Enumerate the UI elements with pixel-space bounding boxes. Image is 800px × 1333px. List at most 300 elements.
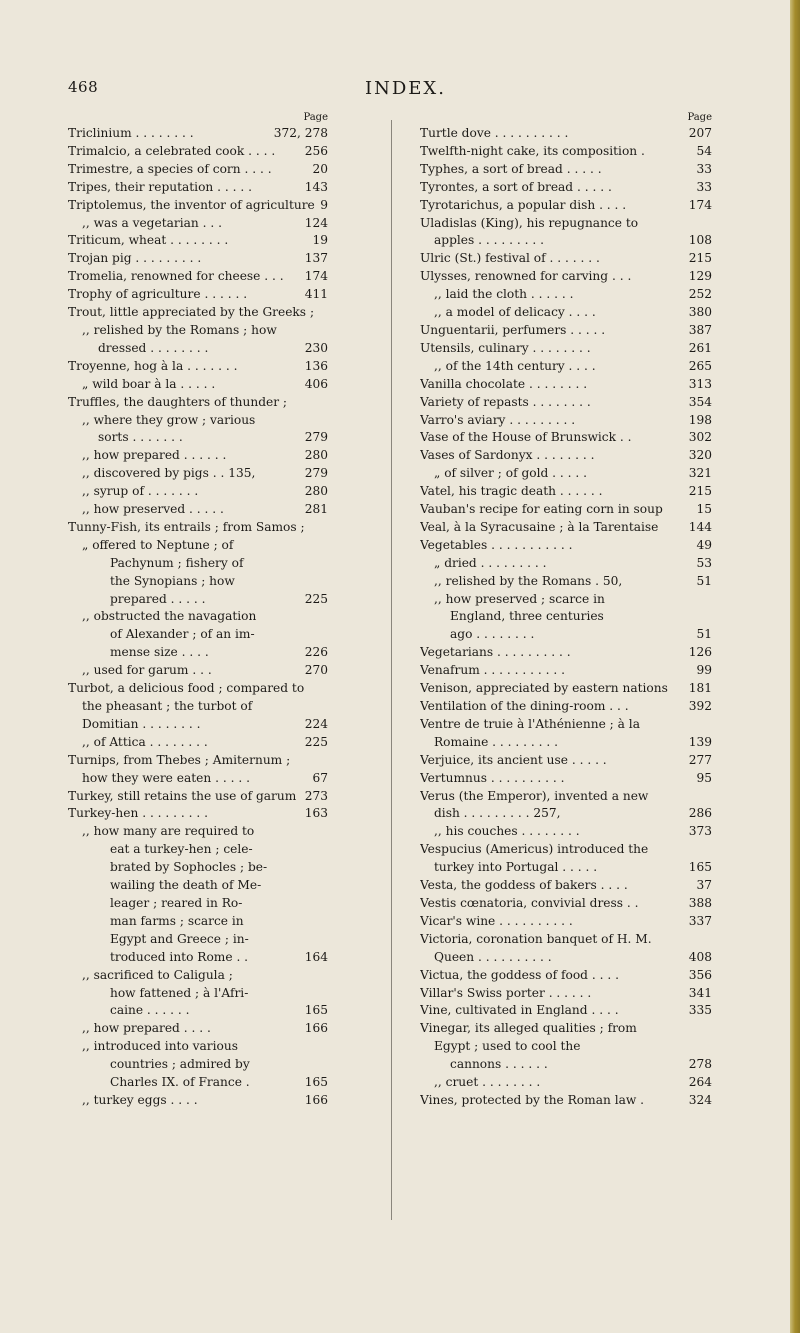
index-entry: [420, 1074, 712, 1092]
entry-text: Triticum, wheat . . . . . . . .: [68, 233, 229, 248]
entry-text: Turnips, from Thebes ; Amiternum ;: [68, 752, 291, 767]
entry-page-ref: 53: [696, 555, 712, 570]
entry-text: man farms ; scarce in: [110, 913, 244, 928]
index-entry: [68, 841, 328, 859]
index-entry: [68, 340, 328, 358]
entry-page-ref: 20: [312, 161, 328, 176]
entry-text: Charles IX. of France .: [110, 1075, 250, 1090]
index-entry: [420, 626, 712, 644]
entry-page-ref: 174: [688, 197, 712, 212]
page-number: 468: [68, 78, 99, 96]
entry-page-ref: 273: [304, 788, 328, 803]
entry-page-ref: [324, 412, 328, 430]
entry-page-ref: 270: [304, 663, 328, 678]
entry-text: ,, how prepared . . . . . .: [82, 448, 227, 463]
index-entry: [68, 931, 328, 949]
entry-text: Venafrum . . . . . . . . . . .: [420, 663, 565, 678]
entry-page-ref: 264: [688, 1075, 712, 1090]
index-column-left: [68, 107, 328, 1110]
index-entry: [420, 805, 712, 823]
entry-page-ref: 215: [688, 251, 712, 266]
entry-text: Vine, cultivated in England . . . .: [420, 1003, 619, 1018]
index-entry: [420, 179, 712, 197]
entry-page-ref: [324, 859, 328, 877]
index-entry: [420, 501, 712, 519]
entry-page-ref: 33: [696, 161, 712, 176]
index-entry: [68, 716, 328, 734]
index-entry: [68, 519, 328, 537]
index-entry: [420, 250, 712, 268]
index-entry: [68, 644, 328, 662]
entry-page-ref: [324, 322, 328, 340]
entry-text: ,, turkey eggs . . . .: [82, 1092, 198, 1107]
index-entry: [68, 286, 328, 304]
entry-page-ref: [324, 519, 328, 537]
entry-page-ref: 354: [688, 394, 712, 409]
index-entry: [68, 429, 328, 447]
entry-text: Verus (the Emperor), invented a new: [420, 788, 649, 803]
entry-text: turkey into Portugal . . . . .: [434, 860, 598, 875]
index-entry: [68, 215, 328, 233]
index-entry: [420, 1038, 712, 1056]
entry-text: brated by Sophocles ; be-: [110, 860, 268, 875]
entry-page-ref: 144: [688, 519, 712, 534]
index-entry: [420, 125, 712, 143]
entry-text: „ dried . . . . . . . . .: [434, 555, 547, 570]
index-entry: [420, 197, 712, 215]
index-entry: [68, 985, 328, 1003]
entry-text: Pachynum ; fishery of: [110, 555, 244, 570]
index-entry: [68, 1002, 328, 1020]
entry-text: dish . . . . . . . . . 257,: [434, 806, 561, 821]
index-entry: [68, 949, 328, 967]
page-edge: [790, 0, 800, 1333]
index-entry: [68, 734, 328, 752]
entry-text: ,, how preserved . . . . .: [82, 502, 224, 517]
entry-page-ref: 373: [688, 824, 712, 839]
entry-page-ref: 165: [304, 1075, 328, 1090]
index-entry: [420, 555, 712, 573]
entry-page-ref: 280: [304, 484, 328, 499]
index-entry: [420, 859, 712, 877]
index-entry: [420, 698, 712, 716]
entry-page-ref: [324, 967, 328, 985]
entry-page-ref: 139: [688, 734, 712, 749]
entry-page-ref: 372, 278: [273, 126, 328, 140]
index-entry: [68, 698, 328, 716]
entry-page-ref: [324, 304, 328, 322]
index-entry: [68, 680, 328, 698]
entry-page-ref: 265: [688, 358, 712, 373]
entry-page-ref: 174: [304, 269, 328, 284]
entry-page-ref: 129: [688, 269, 712, 284]
index-entry: [420, 931, 712, 949]
entry-text: Vespucius (Americus) introduced the: [420, 842, 649, 857]
entry-page-ref: [324, 555, 328, 573]
entry-page-ref: 165: [304, 1003, 328, 1018]
entry-text: Vegetables . . . . . . . . . . .: [420, 537, 573, 552]
entry-text: Verjuice, its ancient use . . . . .: [420, 752, 607, 767]
index-entry: [68, 179, 328, 197]
entry-page-ref: [324, 931, 328, 949]
entry-text: Venison, appreciated by eastern nations: [420, 681, 668, 696]
entry-text: Vinegar, its alleged qualities ; from: [420, 1021, 637, 1036]
entry-text: ,, relished by the Romans ; how: [82, 322, 277, 337]
entry-text: ,, used for garum . . .: [82, 663, 212, 678]
entry-text: Domitian . . . . . . . .: [82, 716, 201, 731]
index-entry: [420, 985, 712, 1003]
entry-text: Vertumnus . . . . . . . . . .: [420, 770, 565, 785]
index-entry: [68, 573, 328, 591]
entry-text: Vicar's wine . . . . . . . . . .: [420, 913, 573, 928]
index-entry: [68, 197, 328, 215]
entry-text: of Alexander ; of an im-: [110, 627, 255, 642]
entry-text: „ of silver ; of gold . . . . .: [434, 466, 588, 481]
index-entry: [420, 376, 712, 394]
index-entry: [68, 662, 328, 680]
entry-page-ref: 411: [304, 287, 328, 302]
entry-page-ref: 166: [304, 1021, 328, 1036]
entry-text: ,, how prepared . . . .: [82, 1021, 211, 1036]
index-entry: [420, 483, 712, 501]
entry-page-ref: [324, 877, 328, 895]
entry-text: ,, how preserved ; scarce in: [434, 591, 605, 606]
index-entry: [68, 770, 328, 788]
entry-text: Egypt ; used to cool the: [434, 1039, 581, 1054]
entry-page-ref: 126: [688, 645, 712, 660]
entry-text: ,, where they grow ; various: [82, 412, 256, 427]
index-entry: [420, 268, 712, 286]
entry-page-ref: [324, 537, 328, 555]
index-entry: [420, 913, 712, 931]
index-entry: [68, 877, 328, 895]
index-entry: [420, 232, 712, 250]
entry-page-ref: [324, 823, 328, 841]
entry-text: the Synopians ; how: [110, 573, 235, 588]
entry-text: ,, relished by the Romans . 50,: [434, 573, 623, 588]
entry-text: Ventre de truie à l'Athénienne ; à la: [420, 716, 640, 731]
entry-page-ref: [324, 394, 328, 412]
index-entry: [420, 143, 712, 161]
entry-text: ago . . . . . . . .: [450, 627, 535, 642]
entry-text: Trojan pig . . . . . . . . .: [68, 251, 202, 266]
entry-page-ref: 324: [688, 1092, 712, 1107]
entry-page-ref: 136: [304, 358, 328, 373]
index-entry: [68, 608, 328, 626]
entry-page-ref: 341: [688, 985, 712, 1000]
entry-text: ,, laid the cloth . . . . . .: [434, 287, 574, 302]
index-entry: [68, 752, 328, 770]
index-entry: [420, 823, 712, 841]
index-entry: [420, 215, 712, 233]
entry-page-ref: [708, 215, 712, 233]
entry-text: sorts . . . . . . .: [98, 430, 183, 445]
index-entry: [420, 322, 712, 340]
entry-text: ,, of the 14th century . . . .: [434, 358, 596, 373]
index-entry: [420, 412, 712, 430]
index-entry: [420, 537, 712, 555]
entry-page-ref: 67: [312, 770, 328, 785]
page-column-label: Page: [687, 112, 712, 123]
entry-text: ,, of Attica . . . . . . . .: [82, 734, 208, 749]
entry-page-ref: 54: [696, 143, 712, 158]
entry-text: Veal, à la Syracusaine ; à la Tarentaise: [420, 519, 659, 534]
entry-page-ref: [324, 573, 328, 591]
index-entry: [420, 1002, 712, 1020]
index-entry: [68, 483, 328, 501]
entry-page-ref: 277: [688, 752, 712, 767]
entry-text: ,, sacrificed to Caligula ;: [82, 967, 233, 982]
entry-page-ref: 281: [304, 502, 328, 517]
entry-text: Victoria, coronation banquet of H. M.: [420, 931, 652, 946]
entry-text: Ulysses, renowned for carving . . .: [420, 269, 632, 284]
index-entry: [68, 591, 328, 609]
entry-text: Vases of Sardonyx . . . . . . . .: [420, 448, 595, 463]
page-title: INDEX.: [365, 78, 446, 99]
entry-text: ,, how many are required to: [82, 824, 255, 839]
entry-page-ref: [324, 698, 328, 716]
entry-text: ,, introduced into various: [82, 1039, 238, 1054]
index-entry: [68, 250, 328, 268]
entry-page-ref: [324, 1038, 328, 1056]
entry-text: Vesta, the goddess of bakers . . . .: [420, 878, 628, 893]
index-entry: [68, 913, 328, 931]
column-divider: [391, 120, 392, 1220]
entry-page-ref: 137: [304, 251, 328, 266]
index-entry: [68, 304, 328, 322]
entry-page-ref: 252: [688, 287, 712, 302]
index-entry: [68, 1020, 328, 1038]
entry-page-ref: 313: [688, 376, 712, 391]
entry-page-ref: 224: [304, 716, 328, 731]
entry-text: Trout, little appreciated by the Greeks ;: [68, 305, 315, 320]
entry-text: Twelfth-night cake, its composition .: [420, 143, 645, 158]
index-entry: [68, 232, 328, 250]
entry-text: ,, obstructed the navagation: [82, 609, 257, 624]
index-entry: [420, 644, 712, 662]
entry-page-ref: [708, 841, 712, 859]
entry-text: how they were eaten . . . . .: [82, 770, 250, 785]
entry-text: Vanilla chocolate . . . . . . . .: [420, 376, 588, 391]
entry-page-ref: 388: [688, 895, 712, 910]
entry-page-ref: [324, 913, 328, 931]
index-entry: [68, 967, 328, 985]
entry-text: Tromelia, renowned for cheese . . .: [68, 269, 284, 284]
entry-page-ref: 226: [304, 645, 328, 660]
index-entry: [68, 465, 328, 483]
entry-text: Variety of repasts . . . . . . . .: [420, 394, 591, 409]
entry-text: Villar's Swiss porter . . . . . .: [420, 985, 592, 1000]
index-entry: [420, 447, 712, 465]
entry-page-ref: 406: [304, 376, 328, 391]
entry-page-ref: 408: [688, 949, 712, 964]
index-entry: [420, 286, 712, 304]
index-entry: [68, 447, 328, 465]
entry-text: wailing the death of Me-: [110, 878, 262, 893]
entry-page-ref: 286: [688, 806, 712, 821]
entry-text: dressed . . . . . . . .: [98, 340, 209, 355]
index-entry: [68, 788, 328, 806]
entry-page-ref: 320: [688, 448, 712, 463]
entry-page-ref: [324, 608, 328, 626]
entry-page-ref: [324, 626, 328, 644]
entry-page-ref: 37: [696, 878, 712, 893]
index-entry: [68, 358, 328, 376]
entry-text: apples . . . . . . . . .: [434, 233, 544, 248]
index-entry: [68, 394, 328, 412]
entry-text: „ wild boar à la . . . . .: [82, 376, 216, 391]
index-entry: [68, 161, 328, 179]
entry-text: ,, was a vegetarian . . .: [82, 215, 222, 230]
entry-page-ref: 225: [304, 734, 328, 749]
index-entry: [68, 1092, 328, 1110]
entry-text: ,, syrup of . . . . . . .: [82, 484, 199, 499]
entry-page-ref: 9: [320, 197, 328, 212]
index-entry: [68, 823, 328, 841]
index-entry: [420, 519, 712, 537]
entry-text: the pheasant ; the turbot of: [82, 699, 253, 713]
entry-text: Tunny-Fish, its entrails ; from Samos ;: [68, 519, 305, 534]
index-entry: [68, 412, 328, 430]
entry-text: Troyenne, hog à la . . . . . . .: [68, 358, 238, 373]
entry-page-ref: [708, 788, 712, 806]
entry-text: Romaine . . . . . . . . .: [434, 734, 559, 749]
index-entry: [420, 895, 712, 913]
index-entry: [68, 125, 328, 143]
entry-text: prepared . . . . .: [110, 591, 206, 606]
entry-text: Truffles, the daughters of thunder ;: [68, 394, 288, 409]
entry-text: Trophy of agriculture . . . . . .: [68, 287, 248, 302]
index-entry: [68, 1038, 328, 1056]
entry-text: Turbot, a delicious food ; compared to: [68, 681, 305, 696]
entry-page-ref: 215: [688, 484, 712, 499]
entry-page-ref: [324, 1056, 328, 1074]
entry-page-ref: [324, 895, 328, 913]
index-entry: [420, 680, 712, 698]
entry-text: Typhes, a sort of bread . . . . .: [420, 161, 602, 176]
index-entry: [68, 626, 328, 644]
entry-page-ref: 207: [688, 126, 712, 140]
entry-page-ref: 261: [688, 340, 712, 355]
entry-page-ref: 49: [696, 537, 712, 552]
entry-page-ref: 19: [312, 233, 328, 248]
entry-text: Vase of the House of Brunswick . .: [420, 430, 632, 445]
entry-page-ref: 95: [696, 770, 712, 785]
entry-page-ref: 387: [688, 322, 712, 337]
entry-page-ref: 337: [688, 913, 712, 928]
entry-text: Tripes, their reputation . . . . .: [68, 179, 253, 194]
entry-page-ref: [708, 1038, 712, 1056]
entry-page-ref: [708, 716, 712, 734]
entry-text: Trimestre, a species of corn . . . .: [68, 161, 272, 176]
entry-page-ref: [324, 841, 328, 859]
entry-text: Egypt and Greece ; in-: [110, 931, 249, 946]
index-entry: [420, 429, 712, 447]
index-entry: [68, 1074, 328, 1092]
index-entry: [68, 268, 328, 286]
entry-text: Ulric (St.) festival of . . . . . . .: [420, 251, 600, 266]
index-entry: [68, 143, 328, 161]
entry-text: Vauban's recipe for eating corn in soup: [420, 502, 663, 517]
index-entry: [68, 805, 328, 823]
entry-page-ref: [708, 931, 712, 949]
index-entry: [420, 752, 712, 770]
index-entry: [420, 608, 712, 626]
index-entry: [420, 591, 712, 609]
entry-text: Vestis cœnatoria, convivial dress . .: [420, 895, 639, 910]
index-entry: [68, 537, 328, 555]
entry-page-ref: 279: [304, 466, 328, 481]
entry-text: England, three centuries: [450, 609, 604, 624]
entry-page-ref: 108: [688, 233, 712, 248]
entry-page-ref: 15: [696, 502, 712, 517]
entry-page-ref: 198: [688, 412, 712, 427]
entry-page-ref: 165: [688, 860, 712, 875]
entry-text: Tyrotarichus, a popular dish . . . .: [420, 197, 627, 212]
entry-page-ref: 166: [304, 1092, 328, 1107]
entry-text: how fattened ; à l'Afri-: [110, 985, 249, 1000]
entry-text: Vatel, his tragic death . . . . . .: [420, 484, 603, 499]
entry-page-ref: 181: [688, 681, 712, 696]
entry-text: Turkey, still retains the use of garum: [68, 788, 297, 803]
entry-text: caine . . . . . .: [110, 1003, 190, 1018]
entry-page-ref: 380: [688, 305, 712, 320]
index-entry: [68, 376, 328, 394]
index-entry: [420, 770, 712, 788]
entry-page-ref: 124: [304, 215, 328, 230]
entry-page-ref: 51: [696, 573, 712, 588]
entry-page-ref: 143: [304, 179, 328, 194]
index-entry: [420, 304, 712, 322]
entry-text: Vegetarians . . . . . . . . . .: [420, 645, 571, 660]
entry-page-ref: 225: [304, 591, 328, 606]
index-entry: [68, 1056, 328, 1074]
entry-page-ref: 230: [304, 340, 328, 355]
entry-text: Triclinium . . . . . . . .: [68, 126, 194, 140]
index-entry: [420, 1020, 712, 1038]
entry-page-ref: 163: [304, 806, 328, 821]
entry-page-ref: 280: [304, 448, 328, 463]
entry-text: Triptolemus, the inventor of agriculture: [68, 197, 315, 212]
index-entry: [420, 573, 712, 591]
entry-page-ref: 256: [304, 143, 328, 158]
entry-text: Victua, the goddess of food . . . .: [420, 967, 619, 982]
entry-page-ref: 335: [688, 1003, 712, 1018]
entry-page-ref: [324, 680, 328, 698]
entry-page-ref: 392: [688, 699, 712, 713]
entry-text: eat a turkey-hen ; cele-: [110, 842, 253, 857]
entry-text: troduced into Rome . .: [110, 949, 249, 964]
entry-page-ref: [324, 752, 328, 770]
index-entry: [420, 716, 712, 734]
entry-text: Uladislas (King), his repugnance to: [420, 215, 639, 230]
index-entry: [420, 1056, 712, 1074]
entry-text: Ventilation of the dining-room . . .: [420, 699, 629, 713]
index-entry: [420, 788, 712, 806]
entry-page-ref: 279: [304, 430, 328, 445]
entry-text: Turkey-hen . . . . . . . . .: [68, 806, 209, 821]
entry-text: Vines, protected by the Roman law .: [420, 1092, 645, 1107]
index-entry: [420, 967, 712, 985]
entry-text: Queen . . . . . . . . . .: [434, 949, 552, 964]
entry-text: Turtle dove . . . . . . . . . .: [420, 126, 569, 140]
entry-text: countries ; admired by: [110, 1057, 250, 1072]
entry-text: Utensils, culinary . . . . . . . .: [420, 340, 591, 355]
entry-page-ref: 302: [688, 430, 712, 445]
index-entry: [420, 949, 712, 967]
entry-page-ref: 51: [696, 627, 712, 642]
entry-page-ref: 99: [696, 663, 712, 678]
